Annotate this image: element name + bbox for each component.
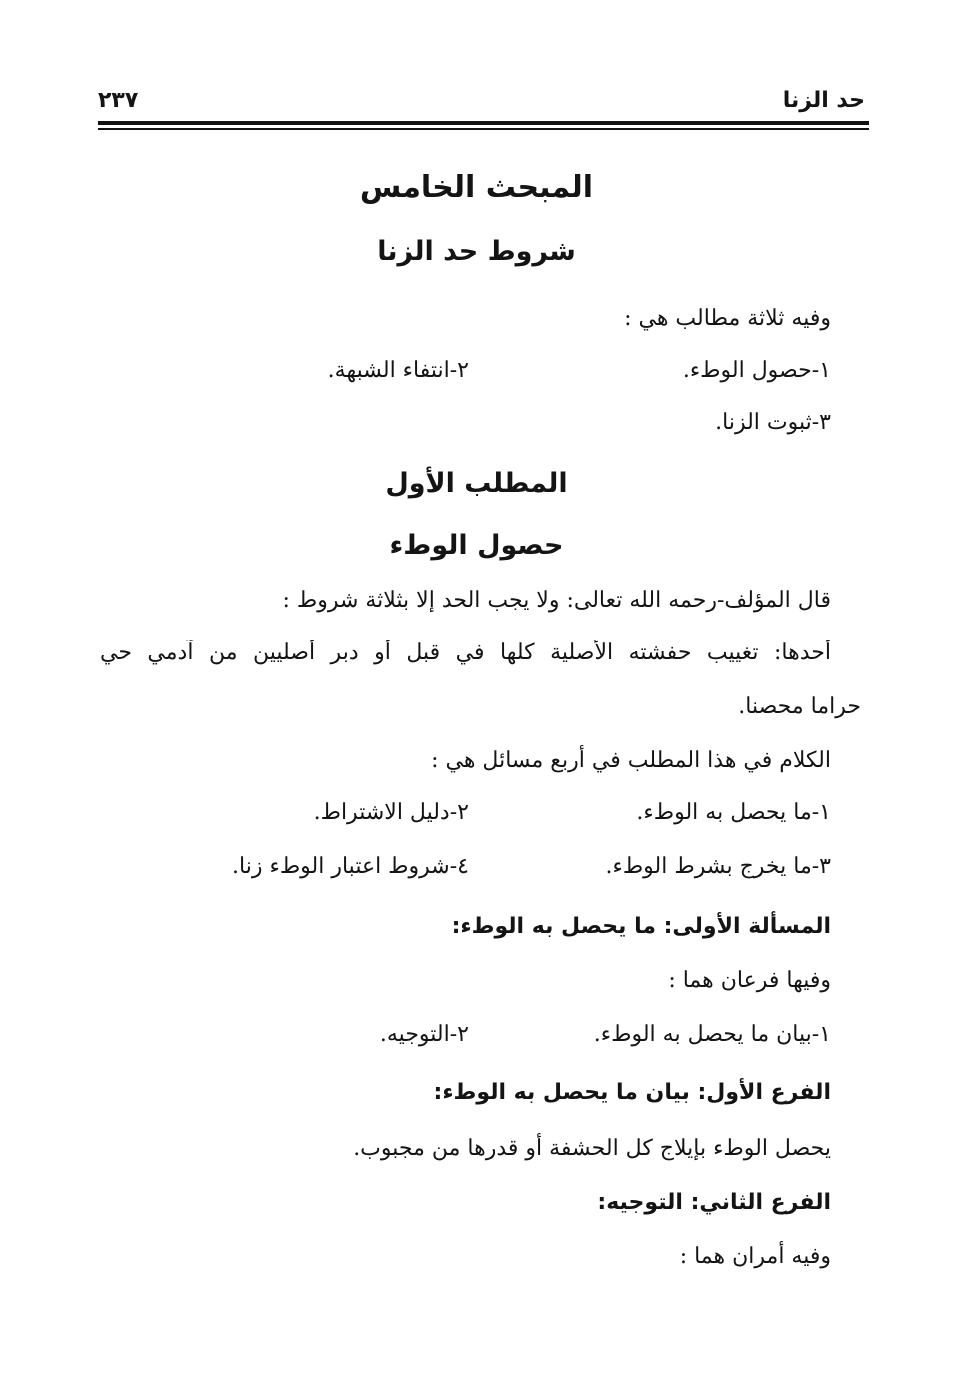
header-rule-thin — [98, 128, 869, 130]
issue-item-2: ٢-التوجيه. — [379, 1022, 469, 1047]
branch1-title: الفرع الأول: بيان ما يحصل به الوطء: — [433, 1080, 831, 1105]
page-number: ٢٣٧ — [98, 88, 139, 113]
topic-item-2: ٢-دليل الاشتراط. — [313, 800, 469, 825]
topic-title: المطلب الأول — [385, 468, 568, 499]
quote-first-line: أحدها: تغييب حفشته الأصلية كلها في قبل أو دبر أصليين من آدمي حي — [100, 640, 831, 665]
quote-continuation: حراما محصنا. — [738, 694, 861, 719]
section-intro: وفيه ثلاثة مطالب هي : — [624, 306, 831, 331]
section-item-2: ٢-انتفاء الشبهة. — [327, 358, 469, 383]
issue-item-1: ١-بيان ما يحصل به الوطء. — [593, 1022, 831, 1047]
section-subtitle: شروط حد الزنا — [377, 236, 576, 267]
branch2-intro: وفيه أمران هما : — [679, 1244, 831, 1269]
section-item-1: ١-حصول الوطء. — [682, 358, 831, 383]
running-title: حد الزنا — [782, 88, 865, 113]
branch1-text: يحصل الوطء بإيلاج كل الحشفة أو قدرها من مجبوب. — [353, 1136, 831, 1161]
topic-item-3: ٣-ما يخرج بشرط الوطء. — [605, 854, 831, 879]
topic-subtitle: حصول الوطء — [389, 530, 564, 561]
branch2-title: الفرع الثاني: التوجيه: — [597, 1190, 831, 1215]
section-item-3: ٣-ثبوت الزنا. — [715, 410, 831, 435]
topic-item-1: ١-ما يحصل به الوطء. — [636, 800, 831, 825]
topic-item-4: ٤-شروط اعتبار الوطء زنا. — [232, 854, 469, 879]
topic-intro: الكلام في هذا المطلب في أربع مسائل هي : — [431, 748, 831, 773]
quote-line: قال المؤلف-رحمه الله تعالى: ولا يجب الحد إلا بثلاثة شروط : — [282, 588, 831, 613]
header-rule-thick — [98, 121, 869, 125]
section-title: المبحث الخامس — [359, 170, 594, 205]
page-header — [98, 88, 865, 124]
issue-intro: وفيها فرعان هما : — [668, 968, 831, 993]
issue-title: المسألة الأولى: ما يحصل به الوطء: — [451, 914, 831, 939]
